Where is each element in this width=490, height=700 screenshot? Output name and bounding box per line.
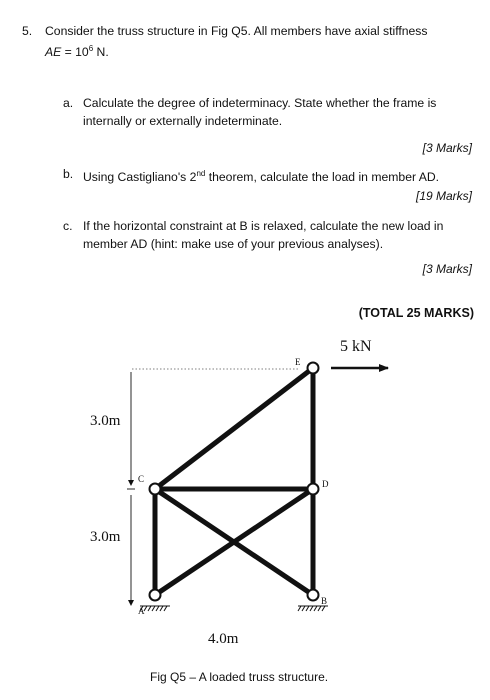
part-c-label: c. bbox=[63, 219, 73, 233]
part-c-marks: [3 Marks] bbox=[422, 262, 472, 276]
ae-equals: = 10 bbox=[61, 45, 89, 60]
load-label: 5 kN bbox=[340, 338, 372, 355]
node-d bbox=[308, 484, 319, 495]
node-a-label: A bbox=[138, 606, 145, 616]
dimension-width-label: 4.0m bbox=[208, 631, 239, 647]
part-c-line1: If the horizontal constraint at B is relaxed, calculate the new load in bbox=[83, 219, 444, 233]
truss-members bbox=[155, 368, 313, 595]
part-b-marks: [19 Marks] bbox=[415, 189, 472, 203]
part-a-marks: [3 Marks] bbox=[422, 141, 472, 155]
part-a-line1: Calculate the degree of indeterminacy. State whether the frame is bbox=[83, 96, 437, 110]
dimension-lower-label: 3.0m bbox=[90, 529, 121, 545]
node-e bbox=[308, 363, 319, 374]
node-a bbox=[150, 590, 161, 601]
node-c-label: C bbox=[138, 474, 145, 484]
part-b-superscript: nd bbox=[196, 169, 206, 178]
part-b-label: b. bbox=[63, 167, 74, 181]
node-d-label: D bbox=[322, 479, 329, 489]
node-c bbox=[150, 484, 161, 495]
node-e-label: E bbox=[295, 357, 301, 367]
part-a-line2: internally or externally indeterminate. bbox=[83, 114, 283, 128]
part-c-line2: member AD (hint: make use of your previous analyses). bbox=[83, 237, 384, 251]
ae-symbol: AE bbox=[45, 45, 62, 60]
total-marks: (TOTAL 25 MARKS) bbox=[358, 306, 474, 320]
question-number: 5. bbox=[22, 24, 33, 38]
node-b-label: B bbox=[321, 596, 328, 606]
member-ce bbox=[155, 368, 313, 489]
support-b bbox=[298, 606, 328, 611]
part-b-text-pre: Using Castigliano's 2 bbox=[83, 170, 197, 185]
question-intro: Consider the truss structure in Fig Q5. All members have axial stiffness bbox=[45, 24, 428, 38]
truss-nodes bbox=[150, 363, 319, 601]
ae-exponent: 6 bbox=[88, 44, 94, 53]
figure-caption: Fig Q5 – A loaded truss structure. bbox=[150, 670, 329, 684]
dimension-upper-label: 3.0m bbox=[90, 413, 121, 429]
part-a-label: a. bbox=[63, 96, 74, 110]
node-b bbox=[308, 590, 319, 601]
support-a bbox=[140, 606, 170, 611]
part-b-text-post: theorem, calculate the load in member AD. bbox=[205, 170, 440, 185]
ae-unit: N. bbox=[93, 45, 109, 60]
